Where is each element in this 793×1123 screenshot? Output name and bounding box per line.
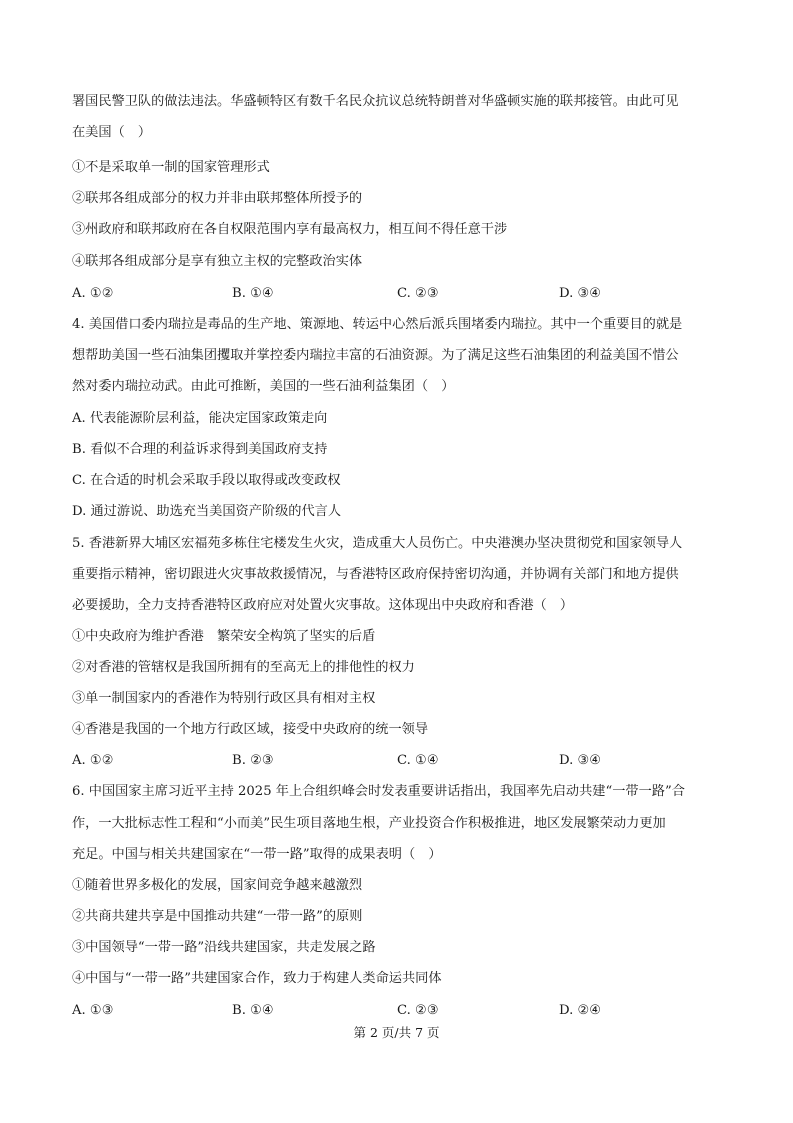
page-footer: 第 2 页/共 7 页 bbox=[353, 1025, 440, 1040]
question-5-statement-3: ③单一制国家内的香港作为特别行政区具有相对主权 bbox=[72, 691, 376, 706]
question-5-stem-line-2: 重要指示精神，密切跟进火灾事故救援情况，与香港特区政府保持密切沟通，并协调有关部门和地方提供 bbox=[72, 567, 679, 582]
question-3-stem-line-2: 在美国（ ） bbox=[72, 125, 152, 140]
question-6-stem-line-1: 6. 中国国家主席习近平主持 2025 年上合组织峰会时发表重要讲话指出，我国率先启动共建“一带一路”合 bbox=[72, 784, 685, 799]
question-3-option-c: C. ②③ bbox=[397, 286, 439, 301]
question-5-statement-4: ④香港是我国的一个地方行政区域，接受中央政府的统一领导 bbox=[72, 722, 429, 737]
question-4-stem-line-3: 然对委内瑞拉动武。由此可推断，美国的一些石油利益集团（ ） bbox=[72, 379, 455, 394]
question-5-stem-line-3: 必要援助，全力支持香港特区政府应对处置火灾事故。这体现出中央政府和香港（ ） bbox=[72, 598, 574, 613]
question-5-option-b: B. ②③ bbox=[232, 753, 274, 768]
question-3-option-d: D. ③④ bbox=[559, 286, 602, 301]
question-5-statement-2: ②对香港的管辖权是我国所拥有的至高无上的排他性的权力 bbox=[72, 660, 415, 675]
question-4-stem-line-2: 想帮助美国一些石油集团攫取并掌控委内瑞拉丰富的石油资源。为了满足这些石油集团的利益美国不惜公 bbox=[72, 348, 679, 363]
question-6-options bbox=[72, 1002, 732, 1020]
question-4-option-d: D. 通过游说、助选充当美国资产阶级的代言人 bbox=[72, 504, 342, 519]
question-3-option-b: B. ①④ bbox=[232, 286, 274, 301]
question-5-option-a: A. ①② bbox=[72, 753, 114, 768]
question-3-statement-1: ①不是采取单一制的国家管理形式 bbox=[72, 160, 270, 175]
question-6-option-d: D. ②④ bbox=[559, 1003, 602, 1018]
question-3-statement-3: ③州政府和联邦政府在各自权限范围内享有最高权力，相互间不得任意干涉 bbox=[72, 222, 508, 237]
question-6-statement-1: ①随着世界多极化的发展，国家间竞争越来越激烈 bbox=[72, 878, 363, 893]
question-6-stem-line-2: 作，一大批标志性工程和“小而美”民生项目落地生根，产业投资合作积极推进，地区发展繁荣动力更加 bbox=[72, 816, 666, 831]
question-5-option-d: D. ③④ bbox=[559, 753, 602, 768]
question-6-statement-3: ③中国领导“一带一路”沿线共建国家，共走发展之路 bbox=[72, 940, 376, 955]
question-4-option-b: B. 看似不合理的利益诉求得到美国政府支持 bbox=[72, 442, 328, 457]
question-6-statement-4: ④中国与“一带一路”共建国家合作，致力于构建人类命运共同体 bbox=[72, 971, 442, 986]
question-6-option-c: C. ②③ bbox=[397, 1003, 439, 1018]
question-6-stem-line-3: 充足。中国与相关共建国家在“一带一路”取得的成果表明（ ） bbox=[72, 847, 442, 862]
question-6-statement-2: ②共商共建共享是中国推动共建“一带一路”的原则 bbox=[72, 909, 363, 924]
question-4-stem-line-1: 4. 美国借口委内瑞拉是毒品的生产地、策源地、转运中心然后派兵围堵委内瑞拉。其中一个重要目的就是 bbox=[72, 317, 683, 332]
question-3-option-a: A. ①② bbox=[72, 286, 114, 301]
question-6-option-b: B. ①④ bbox=[232, 1003, 274, 1018]
question-5-option-c: C. ①④ bbox=[397, 753, 439, 768]
question-3-stem-line-1: 署国民警卫队的做法违法。华盛顿特区有数千名民众抗议总统特朗普对华盛顿实施的联邦接管。由此可见 bbox=[72, 94, 679, 109]
question-4-option-c: C. 在合适的时机会采取手段以取得或改变政权 bbox=[72, 473, 341, 488]
question-3-statement-4: ④联邦各组成部分是享有独立主权的完整政治实体 bbox=[72, 254, 363, 269]
question-6-option-a: A. ①③ bbox=[72, 1003, 114, 1018]
question-5-options bbox=[72, 752, 732, 770]
question-5-statement-1: ①中央政府为维护香港 繁荣安全构筑了坚实的后盾 bbox=[72, 629, 376, 644]
question-3-statement-2: ②联邦各组成部分的权力并非由联邦整体所授予的 bbox=[72, 191, 363, 206]
question-4-option-a: A. 代表能源阶层利益，能决定国家政策走向 bbox=[72, 411, 328, 426]
question-5-stem-line-1: 5. 香港新界大埔区宏福苑多栋住宅楼发生火灾，造成重大人员伤亡。中央港澳办坚决贯彻党和国家领导人 bbox=[72, 536, 683, 551]
question-3-options bbox=[72, 285, 732, 303]
